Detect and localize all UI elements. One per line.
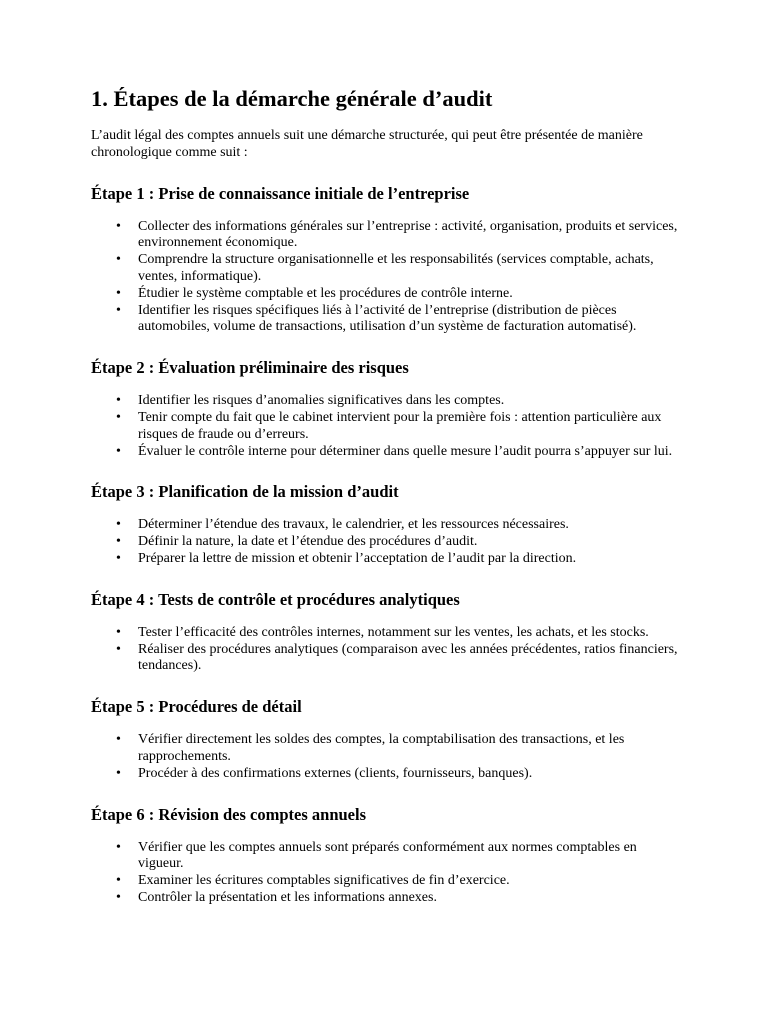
list-item-text: Identifier les risques spécifiques liés à l’activité de l’entreprise (distribution de pièces automobiles, volume de transactions, utilisation d’un système de facturation automatisé). — [138, 302, 637, 335]
list-item — [91, 303, 678, 337]
bullet-icon: • — [116, 393, 121, 409]
bullet-icon: • — [116, 302, 121, 318]
bullet-icon: • — [116, 889, 121, 905]
list-item — [91, 517, 678, 534]
list-item-text: Définir la nature, la date et l’étendue des procédures d’audit. — [138, 534, 478, 550]
list-item — [91, 873, 678, 890]
section-etape-3 — [91, 482, 691, 567]
bullet-icon: • — [116, 765, 121, 781]
bullet-icon: • — [116, 873, 121, 889]
section-heading: Étape 5 : Procédures de détail — [91, 697, 302, 717]
bullet-list — [91, 840, 691, 907]
list-item-text: Tenir compte du fait que le cabinet intervient pour la première fois : attention particulière aux risques de fraude ou d’erreurs. — [138, 409, 662, 442]
bullet-icon: • — [116, 624, 121, 640]
list-item — [91, 551, 678, 568]
bullet-list — [91, 732, 691, 782]
list-item — [91, 625, 678, 642]
list-item — [91, 732, 678, 766]
list-item — [91, 890, 678, 907]
bullet-icon: • — [116, 534, 121, 550]
bullet-list — [91, 625, 691, 675]
list-item-text: Évaluer le contrôle interne pour déterminer dans quelle mesure l’audit pourra s’appuyer sur lui. — [138, 443, 673, 459]
bullet-icon: • — [116, 732, 121, 748]
list-item-text: Réaliser des procédures analytiques (comparaison avec les années précédentes, ratios financiers, tendances). — [138, 641, 678, 674]
bullet-icon: • — [116, 443, 121, 459]
list-item-text: Comprendre la structure organisationnelle et les responsabilités (services comptable, achats, ventes, informatique). — [138, 252, 654, 284]
bullet-icon: • — [116, 550, 121, 566]
document-body — [91, 85, 691, 907]
list-item-text: Contrôler la présentation et les informations annexes. — [138, 889, 437, 905]
list-item — [91, 766, 678, 783]
section-heading: Étape 4 : Tests de contrôle et procédures analytiques — [91, 589, 460, 609]
section-heading: Étape 3 : Planification de la mission d’audit — [91, 482, 399, 502]
list-item-text: Vérifier que les comptes annuels sont préparés conformément aux normes comptables en vigueur. — [138, 839, 637, 872]
bullet-icon: • — [116, 252, 121, 268]
list-item — [91, 410, 678, 444]
list-item-text: Collecter des informations générales sur l’entreprise : activité, organisation, produits et services, environnement économique. — [138, 218, 678, 251]
list-item — [91, 444, 678, 461]
list-item — [91, 286, 678, 303]
list-item-text: Procéder à des confirmations externes (clients, fournisseurs, banques). — [138, 765, 533, 781]
bullet-icon: • — [116, 218, 121, 234]
section-etape-6 — [91, 805, 691, 907]
bullet-icon: • — [116, 517, 121, 533]
list-item-text: Préparer la lettre de mission et obtenir l’acceptation de l’audit par la direction. — [138, 550, 577, 566]
list-item-text: Examiner les écritures comptables significatives de fin d’exercice. — [138, 873, 510, 889]
section-heading: Étape 1 : Prise de connaissance initiale de l’entreprise — [91, 183, 470, 203]
bullet-icon: • — [116, 409, 121, 425]
bullet-list — [91, 393, 691, 460]
bullet-list — [91, 219, 691, 337]
bullet-list — [91, 517, 691, 567]
bullet-icon: • — [116, 641, 121, 657]
document-title: 1. Étapes de la démarche générale d’audit — [91, 86, 493, 111]
bullet-icon: • — [116, 839, 121, 855]
list-item-text: Tester l’efficacité des contrôles internes, notamment sur les ventes, les achats, et les stocks. — [138, 624, 649, 640]
section-etape-2 — [91, 358, 691, 460]
list-item — [91, 840, 678, 874]
section-etape-4 — [91, 590, 691, 675]
list-item — [91, 252, 678, 286]
list-item-text: Vérifier directement les soldes des comptes, la comptabilisation des transactions, et les rapprochements. — [138, 732, 625, 764]
section-heading: Étape 2 : Évaluation préliminaire des risques — [91, 358, 409, 378]
section-etape-1 — [91, 184, 691, 337]
list-item-text: Étudier le système comptable et les procédures de contrôle interne. — [138, 285, 513, 301]
bullet-icon: • — [116, 285, 121, 301]
section-etape-5 — [91, 697, 691, 782]
list-item — [91, 393, 678, 410]
list-item-text: Déterminer l’étendue des travaux, le calendrier, et les ressources nécessaires. — [138, 517, 569, 533]
intro-paragraph: L’audit légal des comptes annuels suit une démarche structurée, qui peut être présentée de manière chronologique comme suit : — [91, 128, 643, 160]
list-item-text: Identifier les risques d’anomalies significatives dans les comptes. — [138, 393, 505, 409]
section-heading: Étape 6 : Révision des comptes annuels — [91, 804, 367, 824]
list-item — [91, 219, 678, 253]
list-item — [91, 534, 678, 551]
list-item — [91, 642, 678, 676]
